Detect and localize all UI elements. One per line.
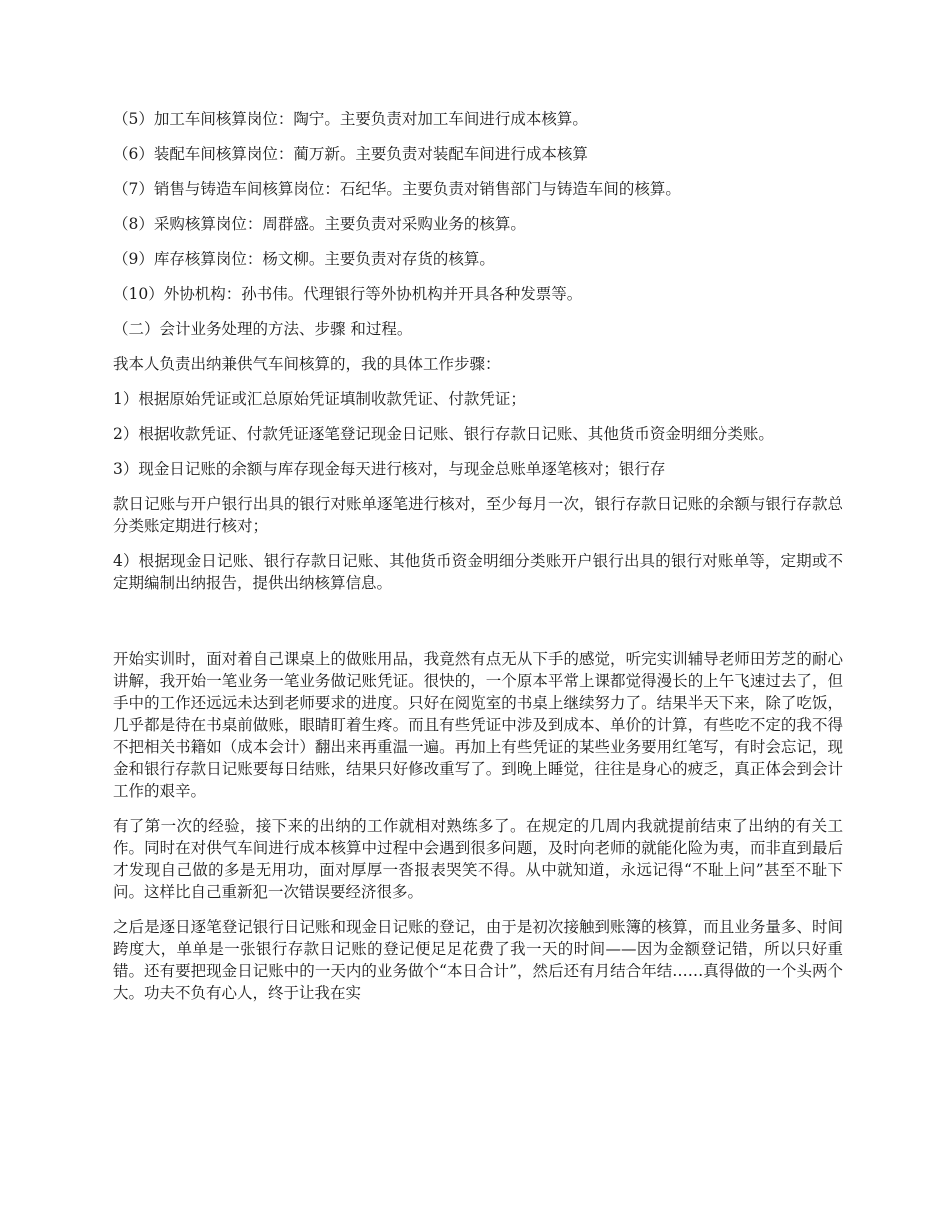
- role-item-10: （10）外协机构：孙书伟。代理银行等外协机构并开具各种发票等。: [113, 285, 583, 303]
- role-item-8: （8）采购核算岗位：周群盛。主要负责对采购业务的核算。: [113, 215, 526, 233]
- step-4: 4）根据现金日记账、银行存款日记账、其他货币资金明细分类账开户银行出具的银行对账单等，定期或不定期编制出纳报告，提供出纳核算信息。: [113, 552, 843, 592]
- role-item-6: （6）装配车间核算岗位：蔺万新。主要负责对装配车间进行成本核算: [113, 145, 588, 163]
- body-paragraph-1: 开始实训时，面对着自己课桌上的做账用品，我竟然有点无从下手的感觉，听完实训辅导老师田芳芝的耐心讲解，我开始一笔业务一笔业务做记账凭证。很快的，一个原本平常上课都觉得漫长的上午飞速过去了，但手中的工作还远远未达到老师要求的进度。只好在阅览室的书桌上继续努力了。结果半天下来，除了吃饭，几乎都是待在书桌前做账，眼睛盯着生疼。而且有些凭证中涉及到成本、单价的计算，有些吃不定的我不得不把相关书籍如（成本会计）翻出来再重温一遍。再加上有些凭证的某些业务要用红笔写，有时会忘记，现金和银行存款日记账要每日结账，结果只好修改重写了。到晚上睡觉，往往是身心的疲乏，真正体会到会计工作的艰辛。: [113, 650, 843, 800]
- section-gap: [113, 607, 843, 648]
- subheading: （二）会计业务处理的方法、步骤 和过程。: [113, 320, 413, 338]
- step-2: 2）根据收款凭证、付款凭证逐笔登记现金日记账、银行存款日记账、其他货币资金明细分类账。: [113, 425, 774, 443]
- role-item-5: （5）加工车间核算岗位：陶宁。主要负责对加工车间进行成本核算。: [113, 110, 588, 128]
- role-item-7: （7）销售与铸造车间核算岗位：石纪华。主要负责对销售部门与铸造车间的核算。: [113, 180, 681, 198]
- step-3-continued: 款日记账与开户银行出具的银行对账单逐笔进行核对，至少每月一次，银行存款日记账的余额与银行存款总分类账定期进行核对；: [113, 495, 843, 535]
- body-paragraph-2: 有了第一次的经验，接下来的出纳的工作就相对熟练多了。在规定的几周内我就提前结束了出纳的有关工作。同时在对供气车间进行成本核算中过程中会遇到很多问题，及时向老师的就能化险为夷，而非直到最后才发现自己做的多是无用功，面对厚厚一沓报表哭笑不得。从中就知道，永远记得“不耻上问”甚至不耻下问。这样比自己重新犯一次错误要经济很多。: [113, 817, 843, 901]
- body-paragraph-3: 之后是逐日逐笔登记银行日记账和现金日记账的登记，由于是初次接触到账簿的核算，而且业务量多、时间跨度大，单单是一张银行存款日记账的登记便足足花费了我一天的时间——因为金额登记错，所以只好重错。还有要把现金日记账中的一天内的业务做个“本日合计”，然后还有月结合年结……真得做的一个头两个大。功夫不负有心人，终于让我在实: [113, 918, 843, 1002]
- step-1: 1）根据原始凭证或汇总原始凭证填制收款凭证、付款凭证；: [113, 390, 526, 408]
- step-3: 3）现金日记账的余额与库存现金每天进行核对，与现金总账单逐笔核对；银行存: [113, 460, 666, 478]
- document-page: [113, 108, 843, 1017]
- role-item-9: （9）库存核算岗位：杨文柳。主要负责对存货的核算。: [113, 250, 495, 268]
- intro-line: 我本人负责出纳兼供气车间核算的，我的具体工作步骤：: [113, 355, 501, 373]
